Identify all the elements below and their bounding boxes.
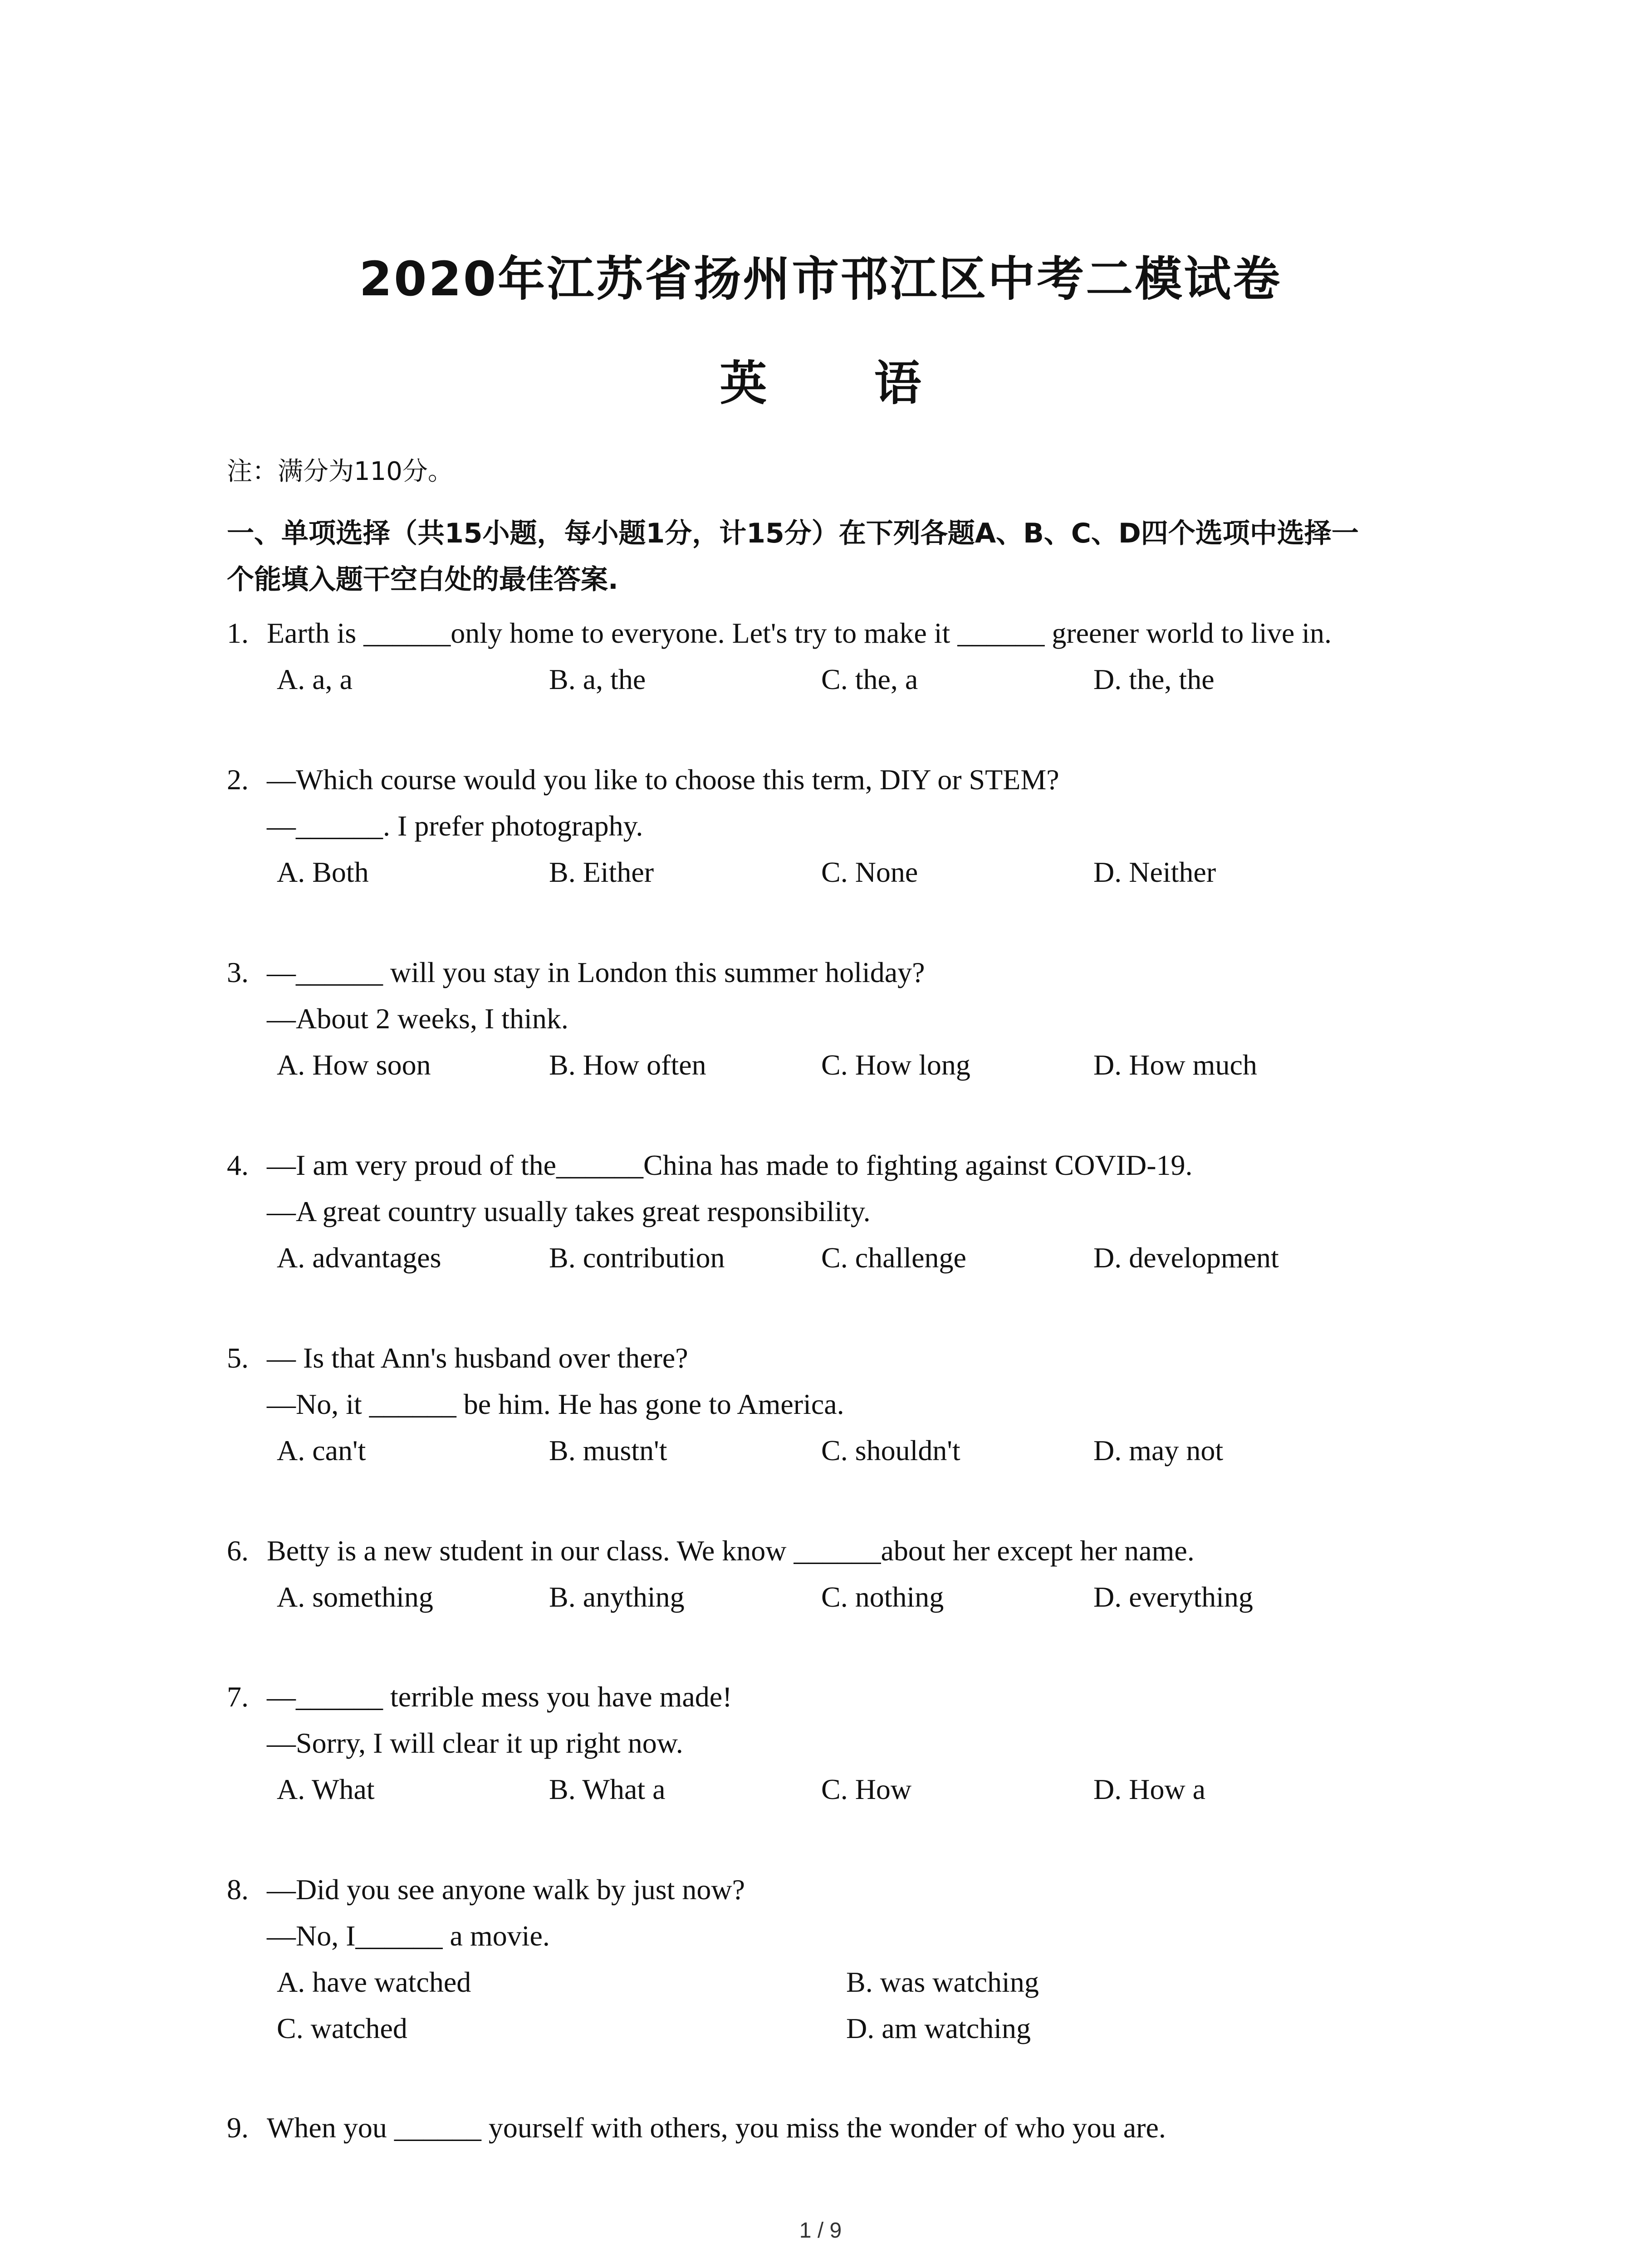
question-number: 8.: [227, 1873, 249, 1906]
section-heading-line: 个能填入题干空白处的最佳答案.: [227, 564, 618, 596]
question-stem: [227, 803, 1452, 849]
option-a: A. a, a: [277, 663, 353, 695]
option-b: B. mustn't: [549, 1434, 667, 1466]
question-text: —Which course would you like to choose this term, DIY or STEM?: [267, 763, 1059, 796]
option-row: [227, 656, 1452, 703]
option-d: D. How a: [1093, 1773, 1206, 1805]
question-number: 6.: [227, 1535, 249, 1567]
option-d: D. Neither: [1093, 856, 1216, 888]
option-b: B. Either: [549, 856, 654, 888]
question-stem: [227, 1142, 1452, 1188]
option-d: D. may not: [1093, 1434, 1224, 1466]
option-b: B. was watching: [846, 1966, 1039, 1998]
question-stem: [227, 949, 1452, 996]
option-c: C. nothing: [821, 1581, 944, 1613]
question-stem: [227, 757, 1452, 803]
question-text: Betty is a new student in our class. We know ______about her except her name.: [267, 1535, 1195, 1567]
option-c: C. challenge: [821, 1242, 966, 1274]
question-number: 5.: [227, 1342, 249, 1374]
option-a: A. What: [277, 1773, 375, 1805]
option-d: D. everything: [1093, 1581, 1253, 1613]
question-text: —______. I prefer photography.: [267, 810, 643, 842]
page-title: 2020年江苏省扬州市邗江区中考二模试卷: [359, 251, 1282, 307]
option-a: A. something: [277, 1581, 433, 1613]
question-stem: [227, 1674, 1452, 1720]
option-a: A. How soon: [277, 1049, 431, 1081]
option-b: B. How often: [549, 1049, 706, 1081]
question-number: 9.: [227, 2112, 249, 2144]
question-stem: [227, 1335, 1452, 1381]
question-text: — Is that Ann's husband over there?: [267, 1342, 688, 1374]
option-d: D. am watching: [846, 2012, 1031, 2044]
section-heading-line: 一、单项选择（共15小题，每小题1分，计15分）在下列各题A、B、C、D四个选项中选择一: [227, 518, 1359, 549]
question-1: [227, 610, 1452, 703]
question-text: —______ terrible mess you have made!: [267, 1681, 732, 1713]
question-number: 2.: [227, 763, 249, 796]
option-b: B. contribution: [549, 1242, 725, 1274]
question-text: —No, it ______ be him. He has gone to America.: [267, 1388, 844, 1420]
option-c: C. How: [821, 1773, 912, 1805]
question-5: [227, 1335, 1452, 1474]
score-note: 注：满分为110分。: [227, 457, 453, 486]
option-c: C. the, a: [821, 663, 918, 695]
option-d: D. development: [1093, 1242, 1279, 1274]
option-c: C. None: [821, 856, 918, 888]
option-d: D. the, the: [1093, 663, 1215, 695]
option-a: A. advantages: [277, 1242, 441, 1274]
question-number: 7.: [227, 1681, 249, 1713]
option-c: C. How long: [821, 1049, 970, 1081]
question-stem: [227, 610, 1452, 656]
question-text: —A great country usually takes great responsibility.: [267, 1195, 871, 1227]
question-stem: [227, 1381, 1452, 1427]
option-a: A. have watched: [277, 1966, 471, 1998]
question-7: [227, 1674, 1452, 1813]
option-b: B. a, the: [549, 663, 646, 695]
question-9: [227, 2105, 1452, 2151]
option-a: A. Both: [277, 856, 369, 888]
question-stem: [227, 2105, 1452, 2151]
question-text: When you ______ yourself with others, you miss the wonder of who you are.: [267, 2112, 1166, 2144]
option-d: D. How much: [1093, 1049, 1257, 1081]
option-b: B. What a: [549, 1773, 666, 1805]
question-text: —About 2 weeks, I think.: [267, 1002, 568, 1035]
option-row: [227, 1427, 1452, 1474]
question-text: Earth is ______only home to everyone. Let's try to make it ______ greener world to live in.: [267, 617, 1332, 649]
option-c: C. shouldn't: [821, 1434, 960, 1466]
question-text: —______ will you stay in London this summer holiday?: [267, 956, 925, 988]
option-a: A. can't: [277, 1434, 366, 1466]
option-row: [227, 849, 1452, 895]
option-row: [227, 1042, 1452, 1088]
question-number: 4.: [227, 1149, 249, 1181]
question-stem: [227, 1528, 1452, 1574]
option-c: C. watched: [277, 2012, 407, 2044]
question-6: [227, 1528, 1452, 1620]
question-2: [227, 757, 1452, 895]
question-stem: [227, 1867, 1452, 1913]
option-row: [227, 1235, 1452, 1281]
question-3: [227, 949, 1452, 1088]
option-b: B. anything: [549, 1581, 685, 1613]
question-text: —No, I______ a movie.: [267, 1920, 550, 1952]
question-number: 3.: [227, 956, 249, 988]
subject-title: 英 语: [720, 356, 967, 411]
question-stem: [227, 1913, 1452, 1959]
question-4: [227, 1142, 1452, 1281]
option-row: [227, 1959, 1452, 2005]
question-text: —Did you see anyone walk by just now?: [267, 1873, 745, 1906]
page-number: 1 / 9: [799, 2219, 842, 2243]
option-row: [227, 1766, 1452, 1813]
option-row: [227, 2005, 1452, 2052]
question-number: 1.: [227, 617, 249, 649]
question-text: —Sorry, I will clear it up right now.: [267, 1727, 683, 1759]
question-stem: [227, 1720, 1452, 1766]
option-row: [227, 1574, 1452, 1620]
question-text: —I am very proud of the______China has made to fighting against COVID-19.: [267, 1149, 1193, 1181]
question-stem: [227, 1188, 1452, 1235]
section-heading: [227, 510, 1452, 603]
question-8: [227, 1867, 1452, 2052]
question-stem: [227, 996, 1452, 1042]
